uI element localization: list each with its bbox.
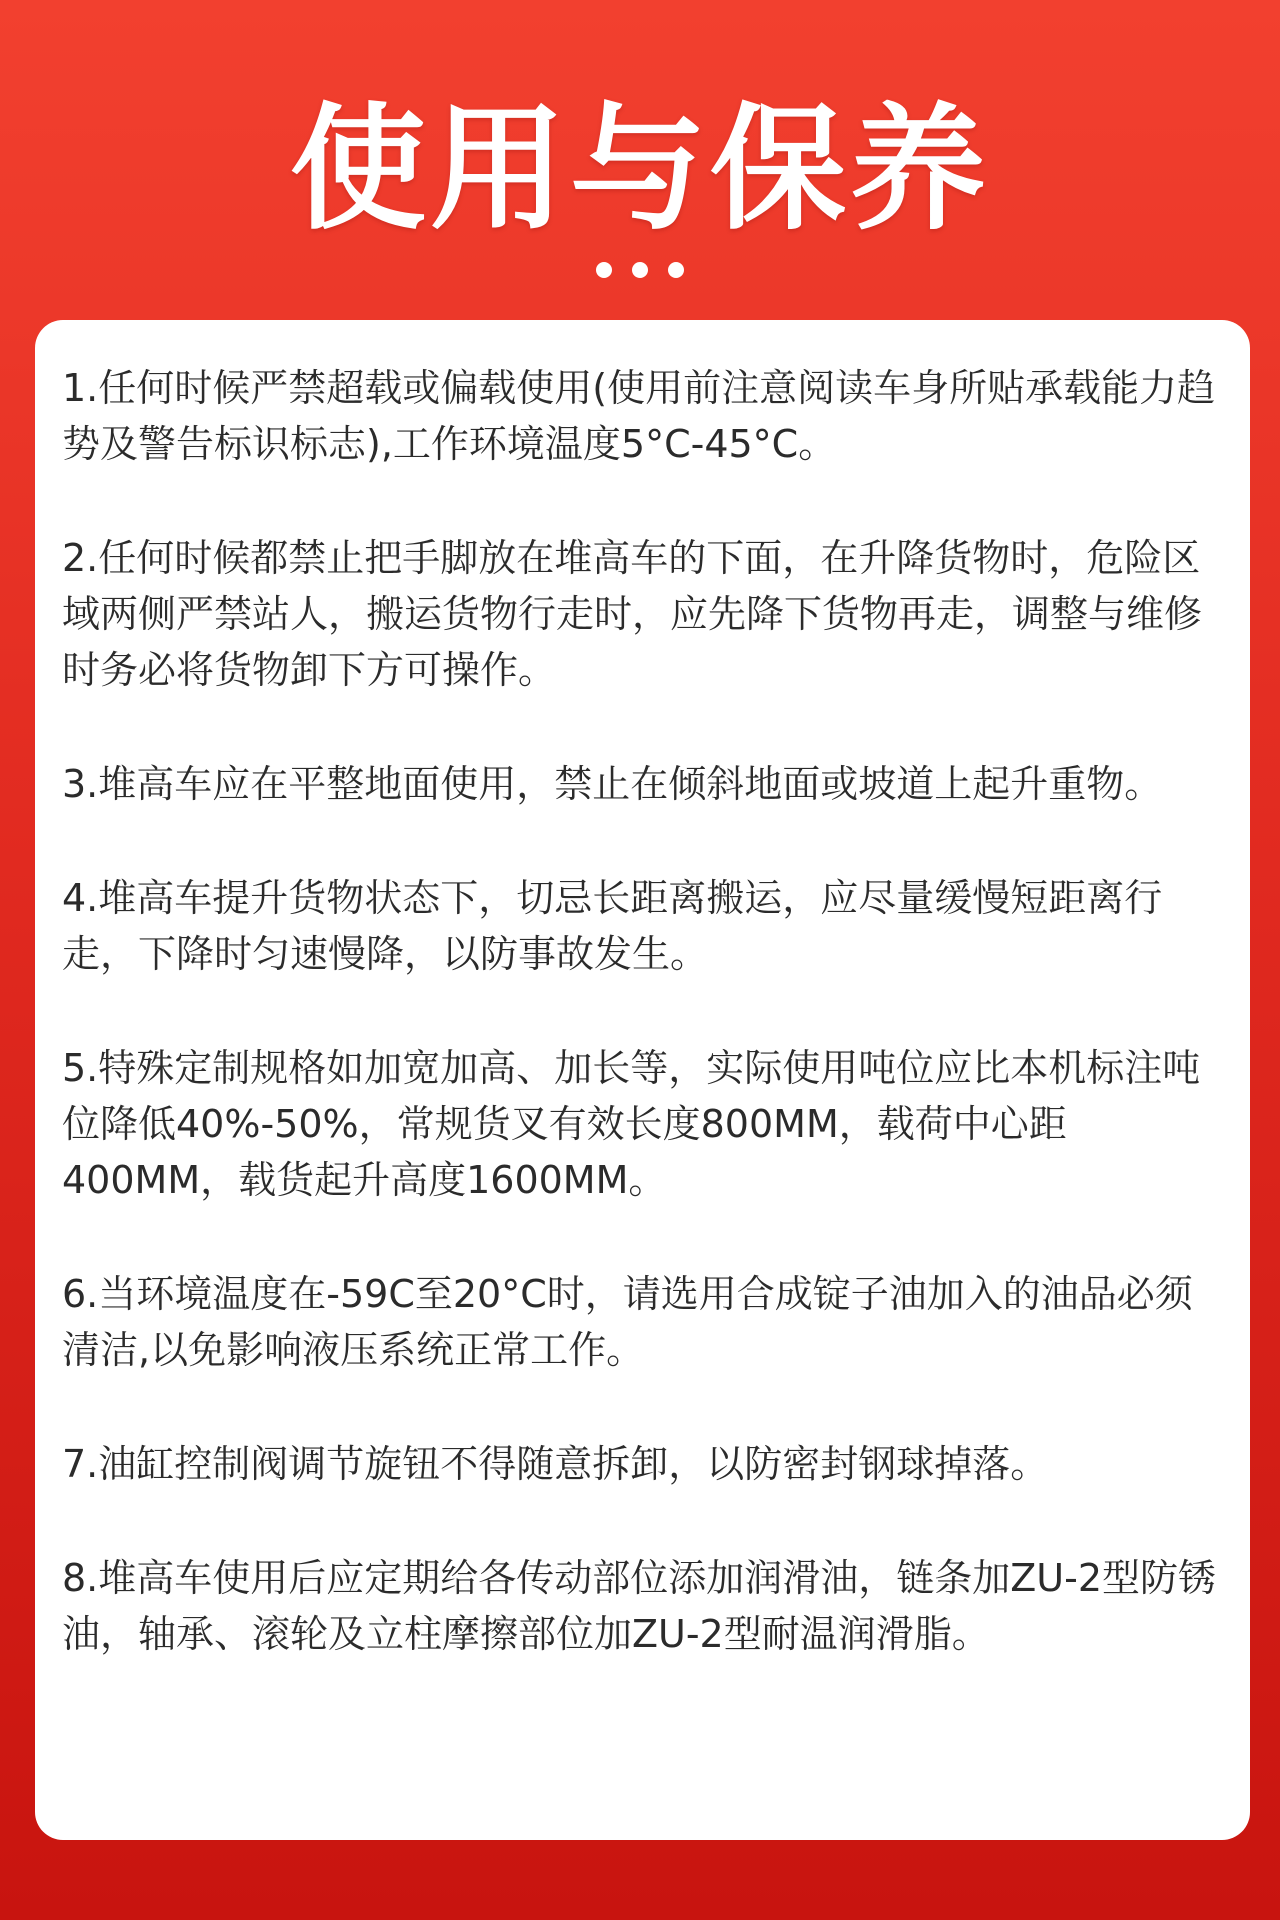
instruction-item-3: 3.堆高车应在平整地面使用，禁止在倾斜地面或坡道上起升重物。 — [62, 762, 1163, 806]
instruction-item-6: 6.当环境温度在-59C至20°C时，请选用合成锭子油加入的油品必须清洁,以免影响液压系统正常工作。 — [62, 1272, 1193, 1372]
instruction-item-7: 7.油缸控制阀调节旋钮不得随意拆卸，以防密封钢球掉落。 — [62, 1442, 1049, 1486]
dot-icon — [596, 262, 612, 278]
instruction-item-1: 1.任何时候严禁超载或偏载使用(使用前注意阅读车身所贴承载能力趋势及警告标识标志),工作环境温度5°C-45°C。 — [62, 366, 1216, 466]
instruction-item-2: 2.任何时候都禁止把手脚放在堆高车的下面，在升降货物时，危险区域两侧严禁站人，搬运货物行走时，应先降下货物再走，调整与维修时务必将货物卸下方可操作。 — [62, 536, 1203, 692]
header — [0, 0, 1280, 310]
dot-icon — [632, 262, 648, 278]
instruction-item-4: 4.堆高车提升货物状态下，切忌长距离搬运，应尽量缓慢短距离行走，下降时匀速慢降，以防事故发生。 — [62, 876, 1163, 976]
title-dots-decoration — [0, 262, 1280, 278]
page-title: 使用与保养 — [290, 91, 990, 249]
instructions-card — [35, 320, 1250, 1840]
instruction-item-5: 5.特殊定制规格如加宽加高、加长等，实际使用吨位应比本机标注吨位降低40%-50%，常规货叉有效长度800MM，载荷中心距400MM，载货起升高度1600MM。 — [62, 1046, 1201, 1202]
dot-icon — [668, 262, 684, 278]
instruction-item-8: 8.堆高车使用后应定期给各传动部位添加润滑油，链条加ZU-2型防锈油，轴承、滚轮及立柱摩擦部位加ZU-2型耐温润滑脂。 — [62, 1556, 1216, 1656]
